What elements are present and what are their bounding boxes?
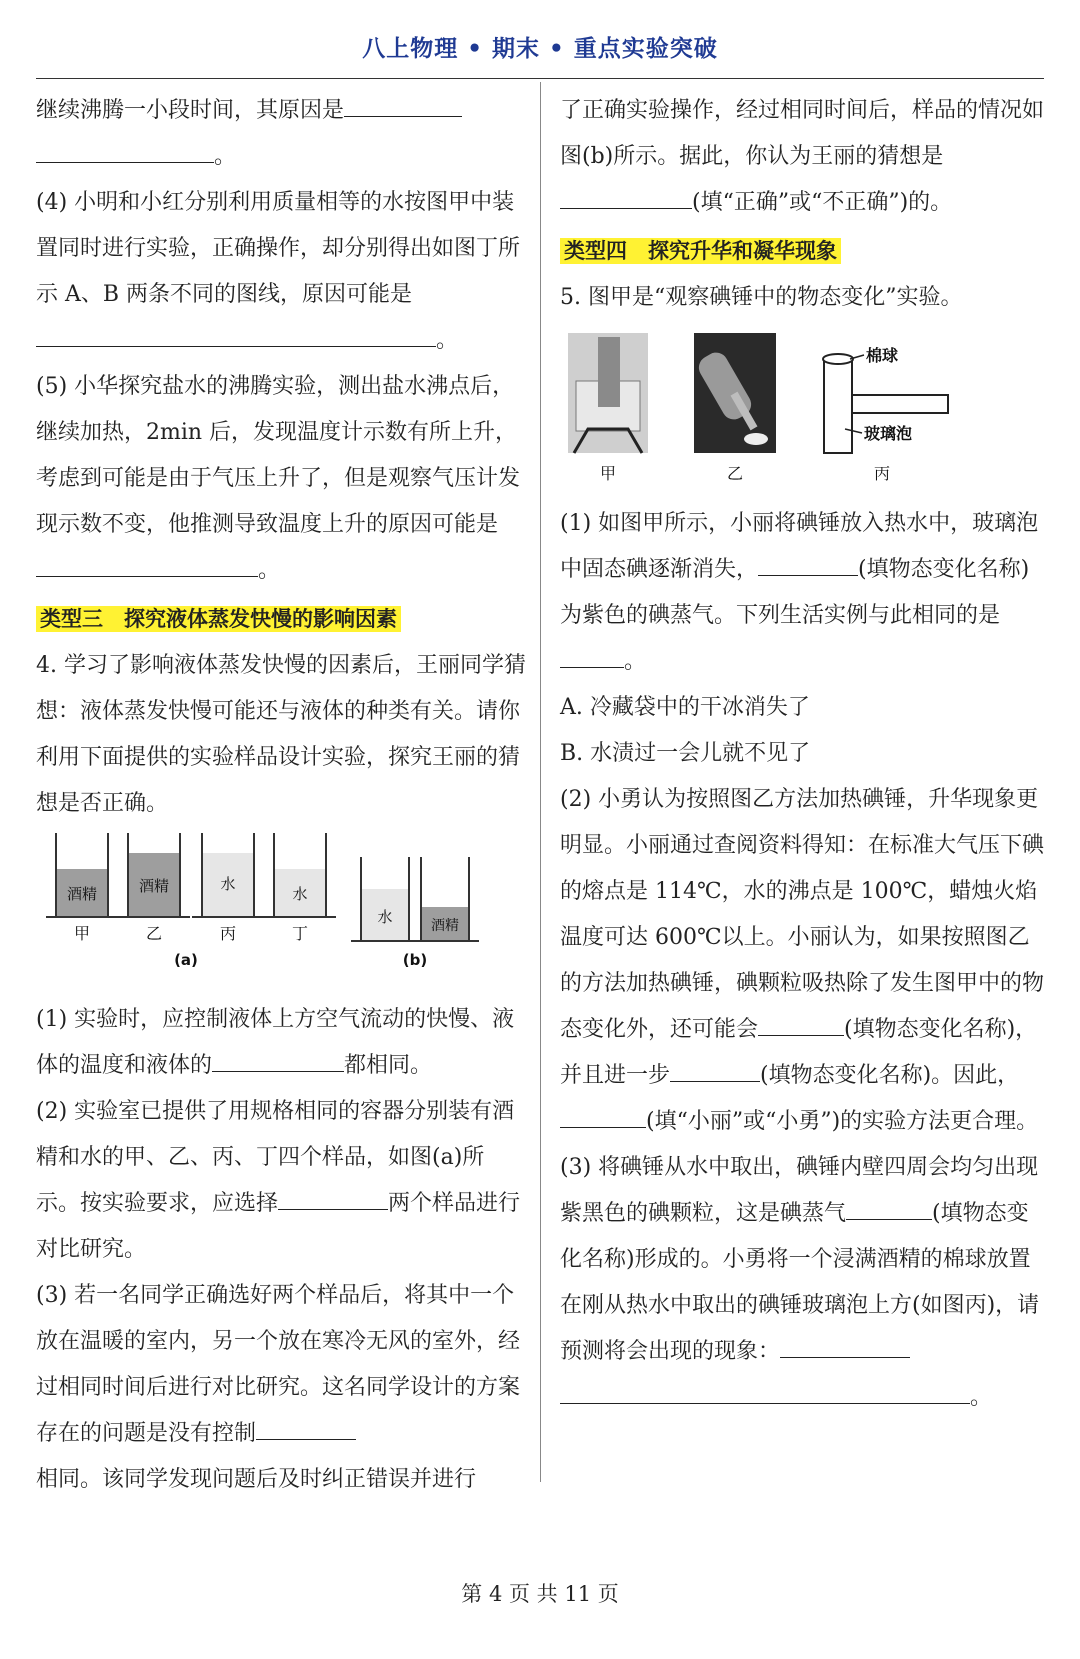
question-4-stem: 4. 学习了影响液体蒸发快慢的因素后，王丽同学猜想：液体蒸发快慢可能还与液体的种类有关。请你利用下面提供的实验样品设计实验，探究王丽的猜想是否正确。 (36, 653, 526, 816)
text: (3) 若一名同学正确选好两个样品后，将其中一个放在温暖的室内，另一个放在寒冷无风的室外，经过相同时间后进行对比研究。这名同学设计的方案存在的问题是没有控制 (36, 1283, 521, 1446)
question-5-part-1 (560, 501, 1044, 685)
text: 。 (258, 558, 281, 583)
text: 。 (970, 1385, 993, 1410)
liquid-label: 水 (377, 908, 393, 926)
beaker-b-water (361, 857, 409, 941)
liquid-label: 水 (292, 885, 308, 903)
answer-blank[interactable] (758, 1009, 844, 1036)
answer-blank[interactable] (36, 320, 436, 347)
section-title: 类型三 探究液体蒸发快慢的影响因素 (36, 606, 401, 632)
question-4-part-3 (36, 1273, 526, 1503)
sample-label: 乙 (145, 924, 163, 943)
question-4-part-1 (36, 997, 526, 1089)
text: (填物态变化名称)形成的。小勇将一个浸满酒精的棉球放置在刚从热水中取出的碘锤玻璃泡上方(如图丙)，请预测将会出现的现象： (560, 1201, 1040, 1364)
question-5-part-3 (560, 1145, 1044, 1421)
liquid-label: 酒精 (66, 885, 98, 903)
question-4-part-2 (36, 1089, 526, 1273)
question-4-part-3-continued (560, 88, 1044, 226)
figure-label: 乙 (726, 464, 744, 483)
text: 。 (624, 649, 647, 674)
text: (2) 小勇认为按照图乙方法加热碘锤，升华现象更明显。小丽通过查阅资料得知：在标准大气压下碘的熔点是 114℃，水的沸点是 100℃，蜡烛火焰温度可达 600℃以上。小丽认为，如果按照图乙的方法加热碘锤，碘颗粒吸热除了发生图甲中的物态变化外，还可能会 (560, 787, 1045, 1042)
text: 相同。该同学发现问题后及时纠正错误并进行 (36, 1467, 477, 1492)
diagram-bing (823, 346, 948, 483)
text: (填“小丽”或“小勇”)的实验方法更合理。 (646, 1109, 1039, 1134)
text: 了正确实验操作，经过相同时间后，样品的情况如图(b)所示。据此，你认为王丽的猜想是 (560, 98, 1045, 169)
figure-label: 丙 (873, 464, 891, 483)
liquid-label: 酒精 (431, 918, 459, 934)
question-5-stem: 5. 图甲是“观察碘锤中的物态变化”实验。 (560, 285, 963, 310)
section-heading-type3 (36, 596, 526, 643)
text: (3) 将碘锤从水中取出，碘锤内壁四周会均匀出现紫黑色的碘颗粒，这是碘蒸气 (560, 1155, 1039, 1226)
answer-blank[interactable] (278, 1183, 388, 1210)
figure-label: 甲 (599, 464, 617, 483)
text: (填物态变化名称)。因此， (760, 1063, 1020, 1088)
text: (1) 实验时，应控制液体上方空气流动的快慢、液体的温度和液体的 (36, 1007, 515, 1078)
bulb-label: 玻璃泡 (864, 424, 913, 443)
text: (填物态变化名称)，并且进一步 (560, 1017, 1038, 1088)
beaker-bing (192, 833, 264, 943)
beaker-jia (46, 833, 118, 943)
answer-blank[interactable] (670, 1055, 760, 1082)
figure-iodine (560, 321, 1044, 501)
text: (填“正确”或“不正确”)的。 (692, 190, 953, 215)
column-divider (540, 82, 541, 1482)
figure-a-caption: (a) (174, 951, 198, 969)
answer-blank[interactable] (780, 1331, 910, 1358)
beaker-yi (118, 833, 190, 943)
question-3-continued (36, 88, 526, 180)
page-header: 八上物理 • 期末 • 重点实验突破 (362, 36, 718, 62)
question-5-part-2 (560, 777, 1044, 1145)
answer-blank[interactable] (560, 641, 624, 668)
right-column (560, 88, 1044, 1421)
beaker-ding (264, 833, 336, 943)
page-footer: 第 4 页 共 11 页 (461, 1582, 619, 1606)
beaker-b-alcohol (421, 857, 469, 941)
text: (5) 小华探究盐水的沸腾实验，测出盐水沸点后，继续加热，2min 后，发现温度计示数有所上升，考虑到可能是由于气压上升了，但是观察气压计发现示数不变，他推测导致温度上升的原因可能是 (36, 374, 521, 537)
text: 都相同。 (344, 1053, 433, 1078)
sample-label: 丁 (291, 924, 309, 943)
answer-blank[interactable] (212, 1045, 344, 1072)
answer-blank[interactable] (344, 90, 462, 117)
liquid-label: 酒精 (138, 877, 170, 895)
liquid-label: 水 (220, 875, 236, 893)
iodine-hammer-figure (560, 321, 1044, 501)
text: (1) 如图甲所示，小丽将碘锤放入热水中，玻璃泡中固态碘逐渐消失， (560, 511, 1039, 582)
text: (2) 实验室已提供了用规格相同的容器分别装有酒精和水的甲、乙、丙、丁四个样品，如图(a)所示。按实验要求，应选择 (36, 1099, 515, 1216)
beakers-figure (36, 827, 526, 997)
header-divider (36, 78, 1044, 79)
answer-blank[interactable] (560, 182, 692, 209)
question-3-part-5 (36, 364, 526, 594)
answer-blank[interactable] (846, 1193, 932, 1220)
left-column (36, 88, 526, 1503)
photo-yi (694, 333, 776, 483)
answer-blank[interactable] (36, 550, 258, 577)
text: 继续沸腾一小段时间，其原因是 (36, 98, 345, 123)
answer-blank[interactable] (256, 1413, 356, 1440)
cotton-label: 棉球 (866, 346, 899, 365)
answer-blank[interactable] (36, 136, 214, 163)
option-a: A. 冷藏袋中的干冰消失了 (560, 695, 810, 720)
sample-label: 甲 (73, 924, 91, 943)
text: 。 (214, 144, 237, 169)
section-title: 类型四 探究升华和凝华现象 (560, 238, 841, 264)
figure-ab (36, 827, 526, 997)
text: (填物态变化名称)为紫色的碘蒸气。下列生活实例与此相同的是 (560, 557, 1030, 628)
figure-b-caption: (b) (402, 951, 428, 969)
sample-label: 丙 (219, 924, 237, 943)
answer-blank[interactable] (560, 1377, 970, 1404)
answer-blank[interactable] (758, 549, 858, 576)
text: 。 (436, 328, 459, 353)
answer-blank[interactable] (560, 1101, 646, 1128)
text: 两个样品进行对比研究。 (36, 1191, 521, 1262)
question-3-part-4 (36, 180, 526, 364)
text: (4) 小明和小红分别利用质量相等的水按图甲中装置同时进行实验，正确操作，却分别得出如图丁所示 A、B 两条不同的图线，原因可能是 (36, 190, 521, 307)
photo-jia (568, 333, 648, 483)
option-b: B. 水渍过一会儿就不见了 (560, 741, 811, 766)
section-heading-type4 (560, 228, 1044, 275)
